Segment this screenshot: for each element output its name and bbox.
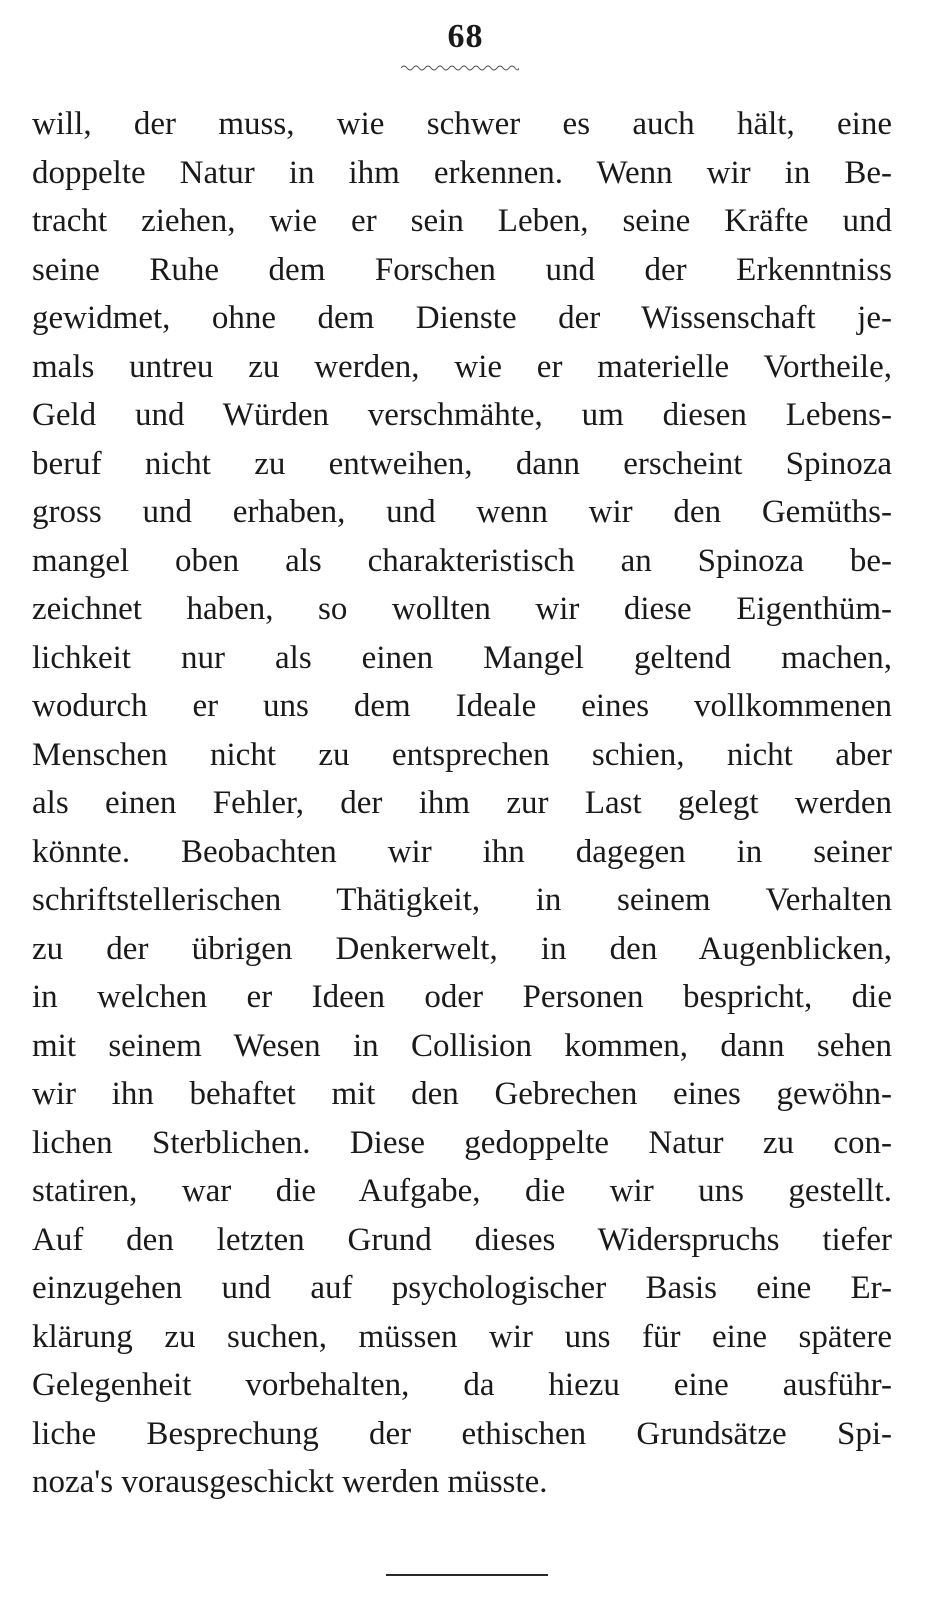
text-line: beruf nicht zu entweihen, dann erscheint Spinoza — [32, 445, 892, 482]
text-line: einzugehen und auf psychologischer Basis eine Er- — [32, 1270, 892, 1306]
text-line: Auf den letzten Grund dieses Widerspruchs tiefer — [32, 1221, 892, 1258]
text-line: als einen Fehler, der ihm zur Last gelegt werden — [32, 785, 892, 821]
text-line: klärung zu suchen, müssen wir uns für eine spätere — [32, 1318, 892, 1355]
text-line: will, der muss, wie schwer es auch hält, eine — [32, 106, 892, 142]
page-number: 68 — [447, 18, 484, 55]
text-line: mangel oben als charakteristisch an Spinoza be- — [32, 542, 892, 579]
text-line: lichkeit nur als einen Mangel geltend machen, — [32, 639, 892, 676]
text-line: lichen Sterblichen. Diese gedoppelte Natur zu con- — [32, 1124, 892, 1161]
text-line: Gelegenheit vorbehalten, da hiezu eine ausführ- — [32, 1367, 892, 1403]
footer-rule — [386, 1574, 548, 1576]
text-line: könnte. Beobachten wir ihn dagegen in seiner — [32, 833, 892, 870]
text-line: wir ihn behaftet mit den Gebrechen eines gewöhn- — [32, 1076, 892, 1112]
text-line: zu der übrigen Denkerwelt, in den Augenblicken, — [32, 930, 892, 967]
text-line: doppelte Natur in ihm erkennen. Wenn wir in Be- — [32, 154, 892, 191]
text-line: Geld und Würden verschmähte, um diesen Lebens- — [32, 397, 892, 433]
text-line: mals untreu zu werden, wie er materielle Vortheile, — [32, 348, 892, 385]
text-line: wodurch er uns dem Ideale eines vollkommenen — [32, 688, 892, 724]
text-line: Menschen nicht zu entsprechen schien, nicht aber — [32, 736, 892, 773]
text-line: schriftstellerischen Thätigkeit, in seinem Verhalten — [32, 882, 892, 918]
body-text — [32, 100, 892, 1507]
text-line: tracht ziehen, wie er sein Leben, seine Kräfte und — [32, 203, 892, 239]
text-line: seine Ruhe dem Forschen und der Erkenntniss — [32, 251, 892, 288]
ornament-divider — [401, 64, 519, 72]
text-line: gross und erhaben, und wenn wir den Gemüths- — [32, 494, 892, 530]
text-line: noza's vorausgeschickt werden müsste. — [32, 1464, 548, 1500]
text-line: mit seinem Wesen in Collision kommen, dann sehen — [32, 1027, 892, 1064]
text-line: in welchen er Ideen oder Personen bespricht, die — [32, 979, 892, 1015]
text-line: zeichnet haben, so wollten wir diese Eigenthüm- — [32, 591, 892, 627]
text-line: liche Besprechung der ethischen Grundsätze Spi- — [32, 1415, 892, 1452]
text-line: gewidmet, ohne dem Dienste der Wissenschaft je- — [32, 300, 892, 336]
text-line: statiren, war die Aufgabe, die wir uns gestellt. — [32, 1173, 892, 1209]
